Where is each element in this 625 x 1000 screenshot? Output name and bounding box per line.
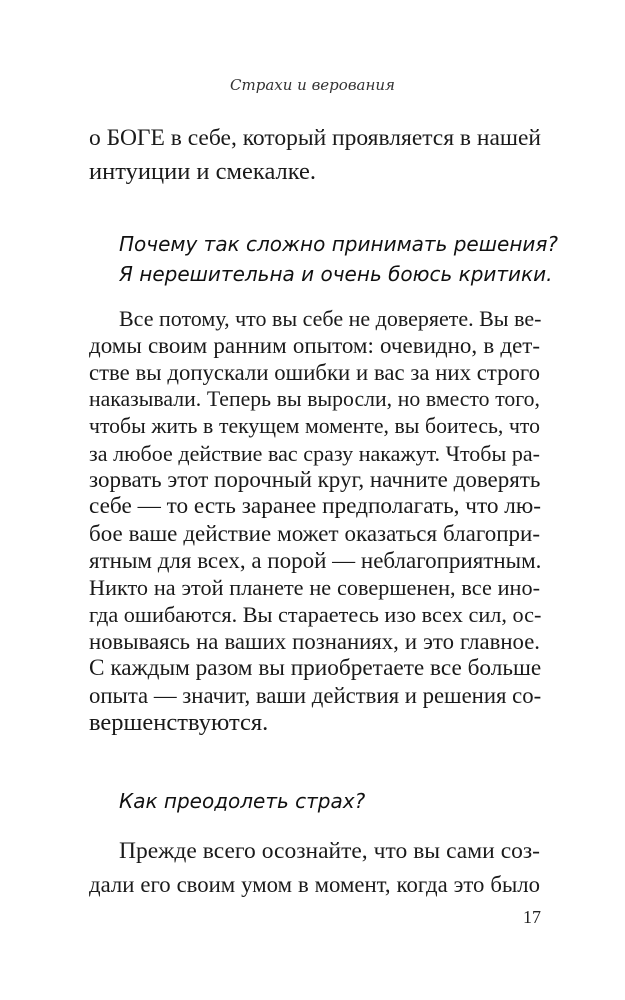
answer-line: зорвать этот порочный круг, начните доверять (89, 467, 541, 493)
answer-line: Прежде всего осознайте, что вы сами соз- (119, 838, 540, 864)
question-line: Почему так сложно принимать решения? (119, 232, 559, 256)
answer-line: себе — то есть заранее предполагать, что лю- (89, 493, 542, 520)
answer-line: чтобы жить в текущем моменте, вы боитесь, что (89, 413, 540, 438)
intro-line: о БОГЕ в себе, который проявляется в нашей (89, 125, 541, 151)
answer-line: наказывали. Теперь вы выросли, но вместо того, (89, 386, 540, 411)
answer-line: Все потому, что вы себе не доверяете. Вы ве- (119, 306, 542, 331)
answer-line: дали его своим умом в момент, когда это было (89, 872, 540, 897)
answer-line: гда ошибаются. Вы стараетесь изо всех сил, ос- (89, 601, 542, 627)
intro-line: интуиции и смекалке. (89, 158, 317, 185)
answer-line: бое ваше действие может оказаться благопри- (89, 521, 540, 547)
question-line: Я нерешительна и очень боюсь критики. (119, 262, 553, 286)
answer-line: домы своим ранним опытом: очевидно, в дет- (89, 332, 540, 358)
answer-line: новываясь на ваших познаниях, и это главное. (89, 628, 540, 654)
answer-line: за любое действие вас сразу накажут. Чтобы ра- (89, 440, 540, 466)
answer-line: стве вы допускали ошибки и вас за них строго (89, 359, 540, 385)
answer-line: опыта — значит, ваши действия и решения со- (89, 682, 542, 708)
running-head: Страхи и верования (230, 76, 395, 94)
answer-line: ятным для всех, а порой — неблагоприятным. (89, 548, 542, 574)
answer-line: вершенствуются. (89, 708, 269, 736)
page-number: 17 (523, 907, 541, 927)
answer-line: С каждым разом вы приобретаете все больше (89, 654, 542, 681)
answer-line: Никто на этой планете не совершенен, все ино- (89, 575, 540, 600)
question-line: Как преодолеть страх? (119, 789, 366, 813)
